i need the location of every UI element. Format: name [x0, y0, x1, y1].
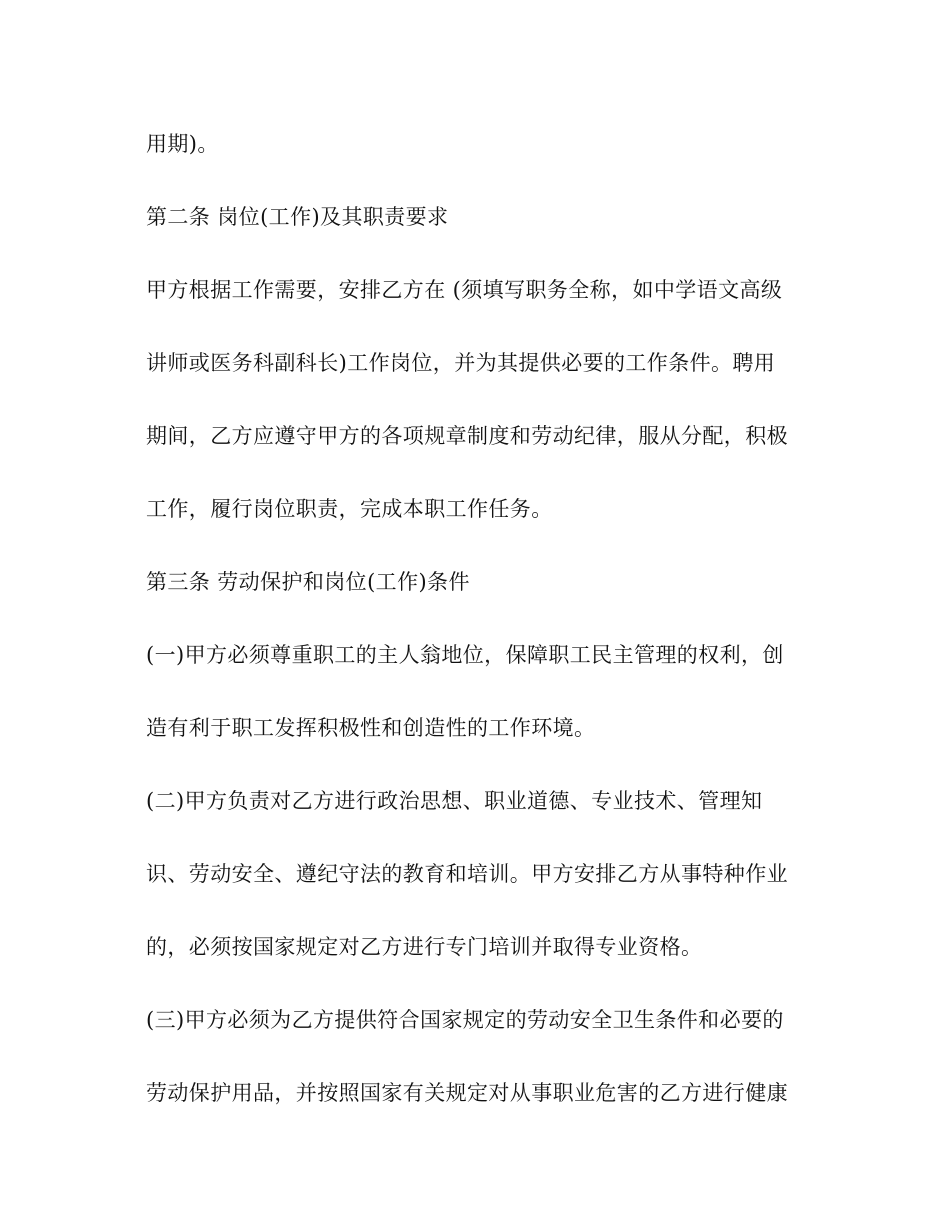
text-line-continuation: 用期)。: [146, 132, 219, 156]
clause-1-line: (一)甲方必须尊重职工的主人翁地位，保障职工民主管理的权利，创: [146, 643, 784, 667]
article-3-heading: 第三条 劳动保护和岗位(工作)条件: [146, 570, 470, 594]
clause-2-line: (二)甲方负责对乙方进行政治思想、职业道德、专业技术、管理知: [146, 789, 763, 813]
article-2-paragraph-line: 甲方根据工作需要，安排乙方在 (须填写职务全称，如中学语文高级: [146, 278, 783, 302]
article-2-paragraph-line: 期间，乙方应遵守甲方的各项规章制度和劳动纪律，服从分配，积极: [146, 424, 788, 448]
clause-2-line: 的，必须按国家规定对乙方进行专门培训并取得专业资格。: [146, 935, 703, 959]
article-2-paragraph-line: 讲师或医务科副科长)工作岗位，并为其提供必要的工作条件。聘用: [146, 351, 776, 375]
clause-3-line: (三)甲方必须为乙方提供符合国家规定的劳动安全卫生条件和必要的: [146, 1008, 784, 1032]
clause-1-line: 造有利于职工发挥积极性和创造性的工作环境。: [146, 716, 596, 740]
clause-2-line: 识、劳动安全、遵纪守法的教育和培训。甲方安排乙方从事特种作业: [146, 862, 788, 886]
article-2-heading: 第二条 岗位(工作)及其职责要求: [146, 205, 449, 229]
article-2-paragraph-line: 工作，履行岗位职责，完成本职工作任务。: [146, 497, 553, 521]
clause-3-line: 劳动保护用品，并按照国家有关规定对从事职业危害的乙方进行健康: [146, 1081, 788, 1105]
